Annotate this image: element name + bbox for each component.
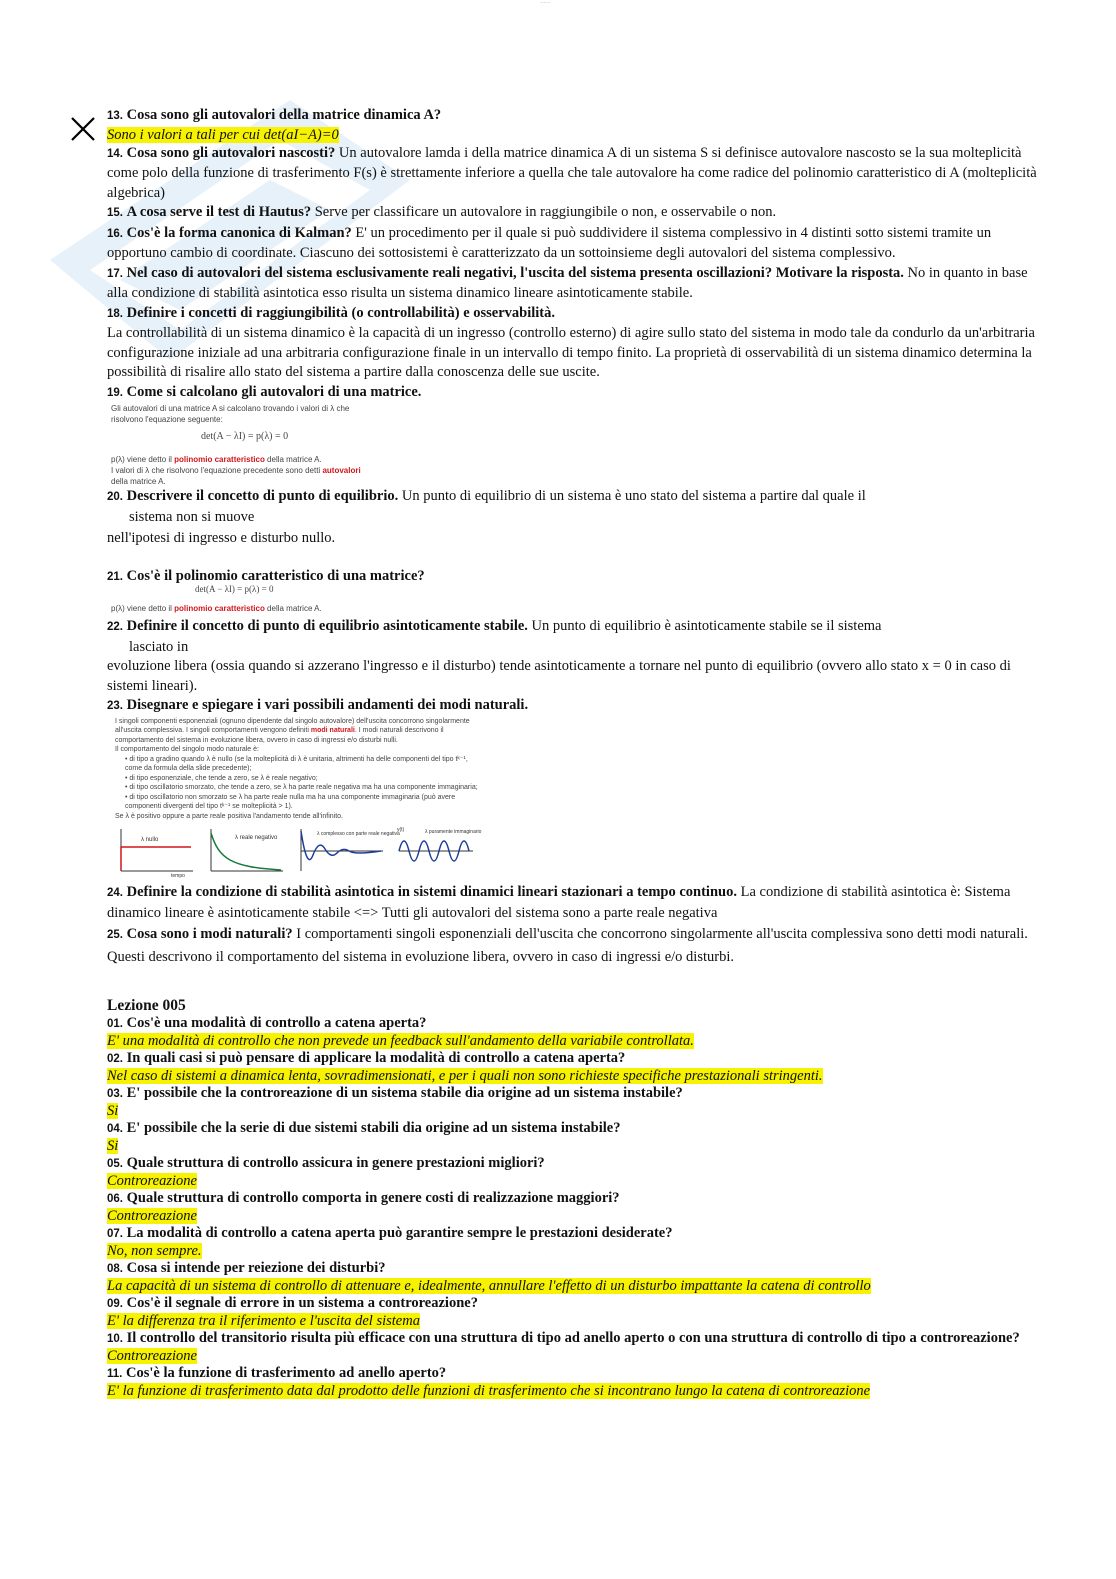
natural-modes-image: I singoli componenti esponenziali (ognuno dipendente dal singolo autovalore) dell'uscita concorrono singolarmente all'uscita complessiva. I singoli comportamenti vengono definiti modi naturali. I modi naturali descrivono il comportamento del sistema in evoluzione libera, ovvero in caso di ingressi e/o disturbi nulli. Il comportamento del singolo modo naturale è: • di tipo a gradino quando λ è nullo (se la molteplicità di λ è unitaria, altrimenti ha delle componenti del tipo tᵏ⁻¹, come da formula della slide precedente); • di tipo esponenziale, che tende a zero, se λ è reale negativo; • di tipo oscillatorio smorzato, che tende a zero, se λ ha parte reale negativa ma ha una componente immaginaria; • di tipo oscillatorio non smorzato se λ ha parte reale nulla ma ha una componente immaginaria (può avere componenti divergenti del tipo tᵏ⁻¹ se molteplicità > 1). Se λ è positivo oppure a parte reale positiva l'andamento tende all'infinito. λ nullo tempo λ reale negativo λ complesso con parte reale negativa λ puramente immaginario y(t): [107, 717, 485, 878]
axis-x-1: tempo: [171, 873, 185, 879]
question-25: 25. Cosa sono i modi naturali? I comportamenti singoli esponenziali dell'uscita che concorrono singolarmente all'uscita complessiva sono detti modi naturali. Questi descrivono il comportamento del sistema in evoluzione libera, ovvero in caso di ingressi e/o disturbi.: [107, 926, 1028, 965]
question-20: 20. Descrivere il concetto di punto di equilibrio. Un punto di equilibrio di un sistema è uno stato del sistema a partire dal quale il: [107, 488, 866, 504]
lezione-005-questions: [107, 1015, 1037, 1400]
lezione-question-08: 08. Cosa si intende per reiezione dei disturbi?: [107, 1260, 386, 1276]
graph-label-4: λ puramente immaginario: [425, 829, 482, 835]
close-icon[interactable]: [70, 116, 96, 142]
lezione-answer-07: No, non sempre.: [107, 1243, 202, 1259]
eigenvalues-image: Gli autovalori di una matrice A si calcolano trovando i valori di λ che risolvono l'equazione seguente: det(A − λI) = p(λ) = 0 p(λ) viene detto il polinomio caratteristico della matrice A. I valori di λ che risolvono l'equazione precedente sono detti autovalori della matrice A.: [107, 403, 431, 487]
lezione-question-04: 04. E' possibile che la serie di due sistemi stabili dia origine ad un sistema instabile?: [107, 1120, 621, 1136]
char-poly-image: det(A − λI) = p(λ) = 0 p(λ) viene detto il polinomio caratteristico della matrice A.: [111, 584, 322, 613]
question-19: 19. Come si calcolano gli autovalori di una matrice.: [107, 383, 422, 400]
lezione-question-02: 02. In quali casi si può pensare di applicare la modalità di controllo a catena aperta?: [107, 1050, 626, 1066]
question-23: 23. Disegnare e spiegare i vari possibili andamenti dei modi naturali.: [107, 697, 529, 713]
lezione-question-10: 10. Il controllo del transitorio risulta più efficace con una struttura di tipo ad anello aperto o con una struttura di controllo di tipo a controreazione?: [107, 1330, 1020, 1346]
question-15: 15. A cosa serve il test di Hautus? Serve per classificare un autovalore in raggiungibile o non, e osservabile o non.: [107, 204, 777, 220]
answer-22-end: evoluzione libera (ossia quando si azzerano l'ingresso e il disturbo) tende asintoticamente a tornare nel punto di equilibrio (ovvero allo stato x = 0 in caso di sistemi lineari).: [107, 658, 1011, 694]
question-22: 22. Definire il concetto di punto di equilibrio asintoticamente stabile. Un punto di equilibrio è asintoticamente stabile se il sistema: [107, 618, 882, 634]
graph-label-1: λ nullo: [141, 837, 159, 843]
question-17: 17. Nel caso di autovalori del sistema esclusivamente reali negativi, l'uscita del sistema presenta oscillazioni? Motivare la risposta. No in quanto in base alla condizione di stabilità asintotica esso risulta un sistema dinamico lineare asintoticamente stabile.: [107, 264, 1028, 301]
content-column: [107, 106, 1037, 1400]
exp-mode-graph: [205, 825, 285, 877]
lezione-answer-05: Controreazione: [107, 1173, 197, 1189]
answer-20-end: nell'ipotesi di ingresso e disturbo nullo.: [107, 530, 336, 546]
det-formula: det(A − λI) = p(λ) = 0: [201, 431, 289, 442]
graph-label-2: λ reale negativo: [235, 835, 278, 841]
lezione-answer-01: E' una modalità di controllo che non prevede un feedback sull'andamento della variabile controllata.: [107, 1033, 694, 1049]
lezione-answer-04: Si: [107, 1138, 119, 1154]
answer-20-cont: sistema non si muove: [129, 508, 255, 525]
lezione-question-06: 06. Quale struttura di controllo comporta in genere costi di realizzazione maggiori?: [107, 1190, 620, 1206]
top-mark: ........: [540, 0, 550, 5]
lezione-answer-02: Nel caso di sistemi a dinamica lenta, sovradimensionati, e per i quali non sono richieste specifiche prestazionali stringenti.: [107, 1068, 823, 1084]
question-16: 16. Cos'è la forma canonica di Kalman? E' un procedimento per il quale si può suddividere il sistema complessivo in 4 distinti sotto sistemi tramite un opportuno cambio di coordinate. Ciascuno dei sottosistemi è caratterizzato da un sottoinsieme degli autovalori del sistema complessivo.: [107, 224, 992, 261]
step-mode-graph: [115, 825, 195, 877]
lezione-answer-06: Controreazione: [107, 1208, 197, 1224]
question-14: 14. Cosa sono gli autovalori nascosti? Un autovalore lamda i della matrice dinamica A di un sistema S si definisce autovalore nascosto se la sua molteplicità come polo della funzione di trasferimento F(s) è strettamente inferiore a quella che tale autovalore ha come radice del polinomio caratteristico di A (molteplicità algebrica): [107, 144, 1037, 201]
answer-18: La controllabilità di un sistema dinamico è la capacità di un ingresso (controllo esterno) di agire sullo stato del sistema in modo tale da condurlo da un'arbitraria configurazione iniziale ad una arbitraria configurazione finale in un intervallo di tempo finito. La proprietà di osservabilità di un sistema dinamico determina la possibilità di risalire allo stato del sistema a partire dalla conoscenza delle sue uscite.: [107, 325, 1035, 380]
question-13: 13. Cosa sono gli autovalori della matrice dinamica A?: [107, 107, 442, 123]
lezione-answer-03: Si: [107, 1103, 119, 1119]
lezione-question-05: 05. Quale struttura di controllo assicura in genere prestazioni migliori?: [107, 1155, 545, 1171]
oscillating-mode-graph: [395, 825, 482, 877]
graph-label-3: λ complesso con parte reale negativa: [317, 831, 400, 837]
lezione-question-03: 03. E' possibile che la controreazione di un sistema stabile dia origine ad un sistema instabile?: [107, 1085, 683, 1101]
axis-y-4: y(t): [397, 827, 405, 833]
lezione-question-11: 11. Cos'è la funzione di trasferimento ad anello aperto?: [107, 1365, 447, 1381]
lezione-question-01: 01. Cos'è una modalità di controllo a catena aperta?: [107, 1015, 427, 1031]
answer-22-cont: lasciato in: [129, 638, 189, 655]
lezione-question-07: 07. La modalità di controllo a catena aperta può garantire sempre le prestazioni desiderate?: [107, 1225, 673, 1241]
lezione-answer-09: E' la differenza tra il riferimento e l'uscita del sistema: [107, 1313, 420, 1329]
answer-13: Sono i valori a tali per cui det(aI−A)=0: [107, 126, 339, 143]
question-21: 21. Cos'è il polinomio caratteristico di una matrice?: [107, 567, 425, 584]
lezione-answer-11: E' la funzione di trasferimento data dal prodotto delle funzioni di trasferimento che si incontrano lungo la catena di controreazione: [107, 1383, 871, 1399]
lezione-answer-08: La capacità di un sistema di controllo di attenuare e, idealmente, annullare l'effetto di un disturbo impattante la catena di controllo: [107, 1278, 871, 1294]
section-heading-lezione-005: Lezione 005: [107, 997, 186, 1014]
lezione-question-09: 09. Cos'è il segnale di errore in un sistema a controreazione?: [107, 1295, 478, 1311]
lezione-answer-10: Controreazione: [107, 1348, 197, 1364]
question-24: 24. Definire la condizione di stabilità asintotica in sistemi dinamici lineari stazionari a tempo continuo. La condizione di stabilità asintotica è: Sistema dinamico lineare è asintoticamente stabile <=> Tutti gli autovalori del sistema sono a parte reale negativa: [107, 884, 1011, 921]
damped-mode-graph: [295, 825, 400, 877]
question-18: 18. Definire i concetti di raggiungibilità (o controllabilità) e osservabilità.: [107, 304, 556, 321]
modes-graphs: [115, 825, 485, 877]
